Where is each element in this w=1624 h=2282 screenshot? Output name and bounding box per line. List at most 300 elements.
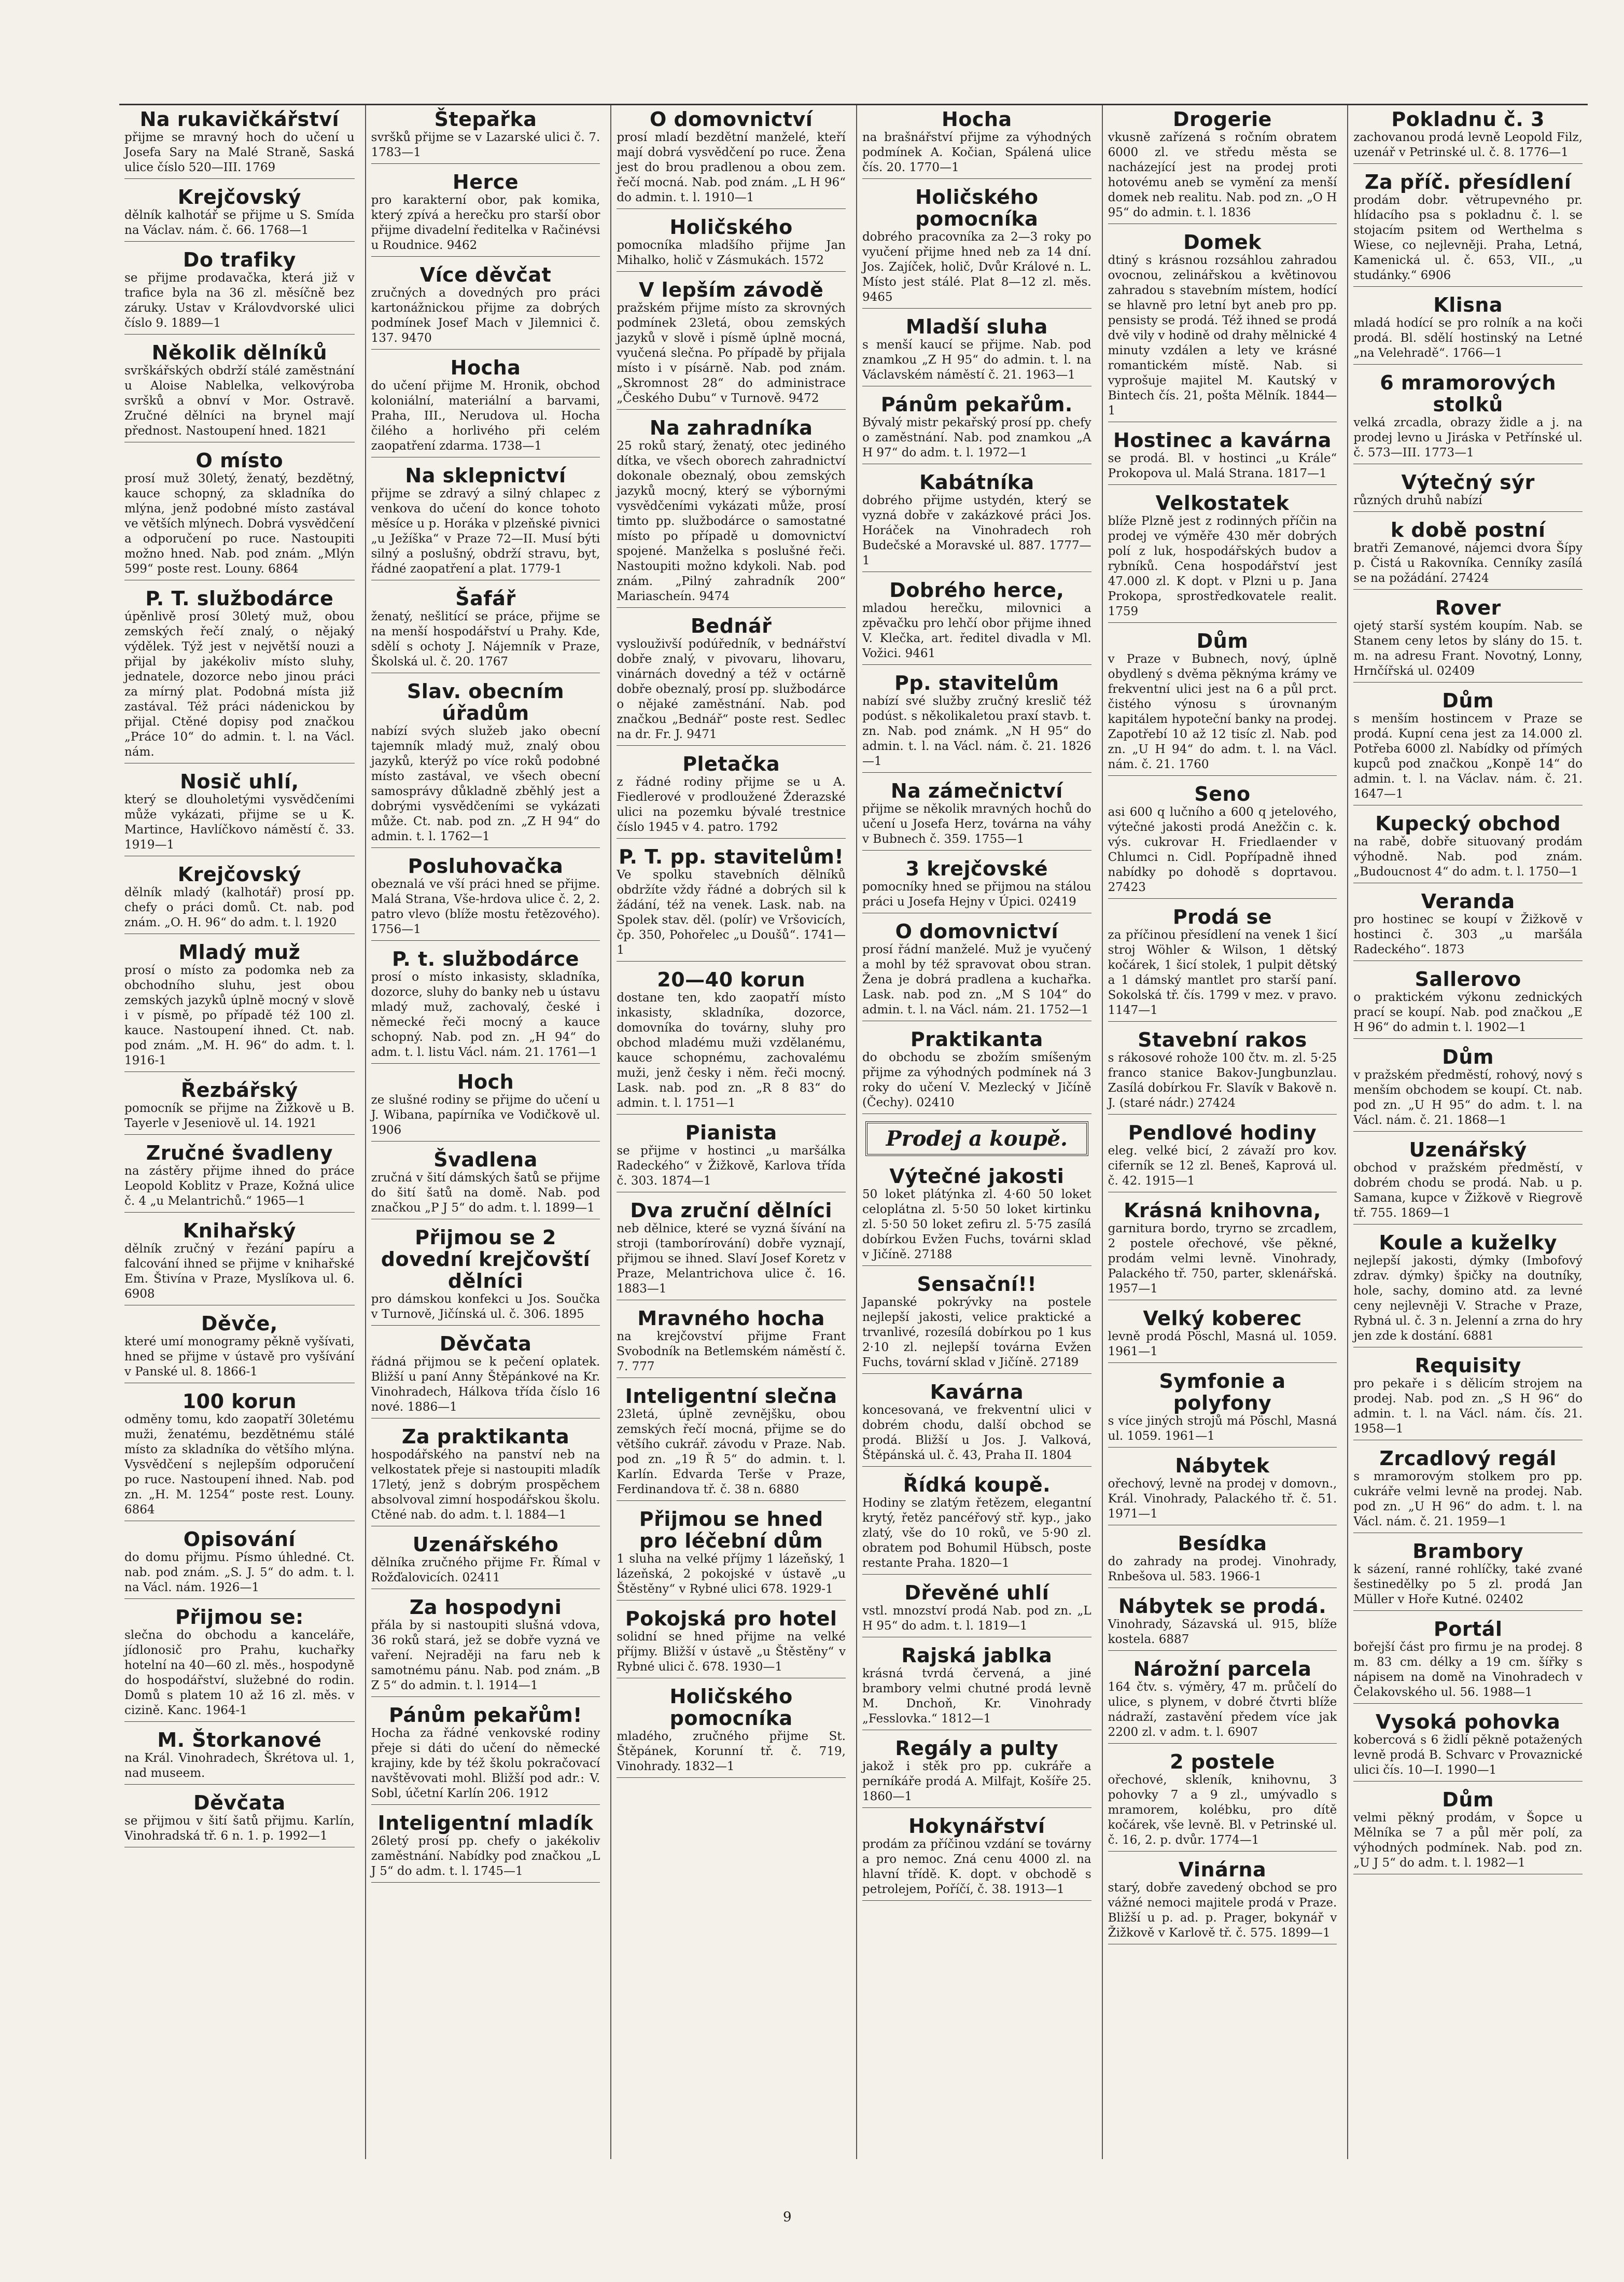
ad-body: neb dělnice, které se vyzná šívání na stroji (tamborírování) dobře vyznají, přijmou se ihned. Slaví Josef Koretz v Praze, Melantrichova ulice č. 16. 1883—1 [617,1222,846,1296]
classified-ad [617,108,846,209]
ad-title: Více děvčat [419,263,552,286]
ad-body: se přijme v hostinci „u maršálka Radeckého“ v Žižkově, Karlova třída č. 303. 1874—1 [617,1144,846,1188]
ad-title: Krejčovský [177,186,301,208]
classified-ad [124,1390,355,1521]
ad-title: Krejčovský [177,863,301,886]
ad-body: jakož i stěk pro pp. cukráře a perníkáře prodá A. Milfajt, Košíře 25. 1860—1 [862,1760,1091,1803]
ad-title: Uzenářský [1409,1138,1527,1161]
ad-body: vkusně zařízená s ročním obratem 6000 zl. ve středu města se nacházející jest na prodej proti hotovému aneb se vymění za menší domek neb realitu. Nab. pod zn. „O H 95“ do admin. t. l. 1836 [1108,131,1337,219]
ad-title: P. T. pp. stavitelům! [619,845,844,868]
ad-body: v pražském předměstí, rohový, nový s menším obchodem se koupí. Ct. nab. pod zn. „U H 95“ do adm. t. l. na Václ. nám. č. 21. 1868—1 [1353,1068,1583,1127]
ad-title: Na zahradníka [649,416,813,439]
classified-ad [371,465,600,580]
ad-title: Prodá se [1172,906,1272,928]
ad-title: Nábytek [1175,1454,1270,1477]
classified-ad [862,858,1091,913]
classified-ad [1108,1200,1337,1300]
ad-title: Pianista [685,1121,777,1144]
classified-ad [1353,1046,1583,1132]
ad-title: Kabátníka [919,471,1034,494]
ad-title: Hocha [942,108,1012,131]
ad-body: který se dlouholetými vysvědčeními může vykázati, přijme se u K. Martince, Havlíčkovo náměstí č. 33. 1919—1 [124,793,355,852]
classified-ad [1108,630,1337,776]
ad-title: Sallerovo [1415,968,1521,991]
ad-body: se prodá. Bl. v hostinci „u Krále“ Prokopova ul. Malá Strana. 1817—1 [1108,452,1337,480]
classified-ad [1108,1595,1337,1651]
ad-body: bratři Zemanové, nájemci dvora Šípy p. Čistá u Rakovníka. Cenníky zasílá se na požádání. 27424 [1353,541,1583,585]
ad-title: Pendlové hodiny [1128,1121,1317,1144]
ad-body: levně prodá Pöschl, Masná ul. 1059. 1961—1 [1108,1330,1337,1358]
ad-title: Koule a kuželky [1379,1231,1557,1254]
classified-ad [862,1815,1091,1901]
classified-ad [1353,597,1583,683]
ad-body: se přijme prodavačka, která již v trafice byla na 36 zl. měsíčně bez záruky. Ustav v Královdvorské ulici číslo 9. 1889—1 [124,271,355,330]
classified-ad [1108,1122,1337,1192]
ad-title: Výtečné jakosti [889,1165,1065,1188]
ad-body: se přijmou v šití šatů přijmu. Karlín, Vinohradská tř. 6 n. 1. p. 1992—1 [124,1814,355,1843]
classified-ad [371,1333,600,1418]
classified-ad [124,1606,355,1722]
ad-title: Do trafiky [183,248,296,271]
ad-title: Zručné švadleny [146,1142,333,1164]
ad-title: Mravného hocha [637,1307,825,1330]
classified-ad [1108,492,1337,623]
ad-body: různých druhů nabízí [1353,494,1482,507]
ad-body: Hocha za řádné venkovské rodiny přeje si dáti do učení do německé krajiny, kde by též školu pokračovací navštěvovati mohl. Bližší pod adr.: V. Sobl, účetní Karlín 206. 1912 [371,1727,600,1800]
ad-title: Holičského pomocníka [669,1685,793,1730]
ad-title: Několik dělníků [151,341,328,364]
classified-ad [371,588,600,673]
ad-body: 50 loket plátýnka zl. 4·60 50 loket celoplátna zl. 5·50 50 loket kirtinku zl. 5·50 50 loket zefiru zl. 5·75 zasílá dobírkou Evžen Fuchs, továrni sklad v Jičíně. 27188 [862,1188,1091,1261]
ad-body: které umí monogramy pěkně vyšívati, hned se přijme v ústavě pro vyšívání v Panské ul. 8. 1866-1 [124,1335,355,1379]
classified-ad [371,1596,600,1697]
ad-title: Brambory [1412,1540,1524,1563]
ad-title: Pánům pekařům. [880,393,1073,416]
classified-ad [124,342,355,442]
ad-title: Pokladnu č. 3 [1391,108,1545,131]
classified-ad [124,1528,355,1599]
column-2 [365,105,606,2159]
ad-body: kobercová s 6 židlí pěkně potažených levně prodá B. Schvarc v Provaznické ulici čís. 10—I. 1990—1 [1353,1733,1583,1777]
ad-title: Dům [1442,689,1494,712]
classified-ad [1353,1232,1583,1347]
ad-body: obchod v pražském předměstí, v dobrém chodu se prodá. Nab. u p. Samana, kupce v Žižkově v Riegrově tř. 755. 1869—1 [1353,1161,1583,1220]
classified-ad [1353,519,1583,590]
ad-body: dělník mladý (kalhotář) prosí pp. chefy o práci domů. Ct. nab. pod znám. „O. H. 96“ do adm. t. l. 1920 [124,886,355,929]
classified-ad [371,357,600,457]
ad-body: prodám dobr. větrupevného pr. hlídacího psa s pokladnu č. l. se stojacím psitem od Werthelma s Wiese, co nejlevněji. Praha, Letná, Kamenická ul. č. 653, VII., „u studánky.“ 6906 [1353,193,1583,282]
ad-title: Výtečný sýr [1401,471,1535,494]
ad-title: Hokynářství [908,1815,1045,1838]
ad-body: s rákosové rohože 100 čtv. m. zl. 5·25 franco stanice Bakov-Jungbunzlau. Zasílá dobírkou Fr. Slavík v Bakově n. J. (staré nádr.) 27424 [1108,1051,1337,1110]
ad-title: Sensační!! [917,1273,1037,1296]
ad-body: mladého, zručného přijme St. Štěpánek, Korunní tř. č. 719, Vinohrady. 1832—1 [617,1730,846,1773]
ad-body: pro dámskou konfekci u Jos. Součka v Turnově, Jičínská ul. č. 306. 1895 [371,1292,600,1321]
ad-body: do obchodu se zbožím smíšeným přijme za výhodných podmínek ná 3 roky do učení V. Mezlecký v Jičíně (Čechy). 02410 [862,1051,1091,1109]
ad-title: Nábytek se prodá. [1118,1595,1327,1618]
ad-title: Vinárna [1178,1858,1267,1881]
ad-title: Děvče, [201,1312,278,1335]
ad-title: Velkostatek [1155,492,1290,514]
classified-ad [862,1165,1091,1266]
ad-title: Pokojská pro hotel [625,1607,837,1630]
column-4 [856,105,1097,2159]
ad-body: pro hostinec se koupí v Žižkově v hostinci č. 303 „u maršála Radeckého“. 1873 [1353,913,1583,956]
ad-title: Domek [1183,231,1262,254]
ad-body: dostane ten, kdo zaopatří místo inkasisty, skladníka, dozorce, domovníka do továrny, sluhy pro obchod mladému muži vzdělanému, kauce schopnému, zachovalému muži, jenž česky i něm. řeči mocný. Lask. nab. pod zn. „R 8 83“ do admin. t. l. 1751—1 [617,991,846,1110]
ad-body: přijme se několik mravných hochů do učení u Josefa Herz, továrna na váhy v Bubnech č. 359. 1755—1 [862,802,1091,846]
classified-ad [862,780,1091,851]
ad-body: vstl. mnozství prodá Nab. pod zn. „L H 95“ do adm. t. l. 1819—1 [862,1604,1091,1633]
classified-ad [371,680,600,848]
ad-title: Na rukavičkářství [139,108,340,131]
ad-title: Dobrého herce, [889,579,1065,602]
ad-title: Dům [1442,1046,1494,1068]
ad-body: starý, dobře zavedený obchod se pro vážné nemoci majitele prodá v Praze. Bližší u p. ad. p. Prager, bokynář v Žižkově v Karlově tř. č. 575. 1899—1 [1108,1881,1337,1940]
classified-ad [1108,1029,1337,1115]
ad-body: ořechový, levně na prodej v domovn., Král. Vinohrady, Palackého tř. č. 51. 1971—1 [1108,1477,1337,1521]
ad-body: o praktickém výkonu zednických prací se koupí. Nab. pod značkou „E H 96“ do admin t. l. 1902—1 [1353,991,1583,1034]
ad-body: dělníka zručného přijme Fr. Římal v Rožďalovicích. 02411 [371,1556,600,1584]
classified-ad [1353,471,1583,512]
ad-body: pomocníka mladšího přijme Jan Mihalko, holič v Zásmukách. 1572 [617,239,846,267]
classified-ad [617,1122,846,1192]
ad-body: solidní se hned přijme na velké příjmy. Bližší v ústavě „u Štěstěny“ v Rybné ulici č. 678. 1930—1 [617,1630,846,1674]
ad-body: prodám za příčinou vzdání se továrny a pro nemoc. Zná cenu 4000 zl. na hlavní třídě. K. dopt. v obchodě s petrolejem, Poříčí, č. 38. 1913—1 [862,1838,1091,1896]
ad-title: Pletačka [682,753,780,775]
classified-ad [1353,690,1583,805]
ad-title: Herce [452,171,519,193]
ad-body: na Král. Vinohradech, Škrétova ul. 1, nad museem. [124,1751,355,1780]
column-5 [1102,105,1342,2159]
ad-title: Uzenářského [412,1533,559,1556]
classified-ad [1353,1139,1583,1225]
ad-body: ze slušné rodiny se přijme do učení u J. Wibana, papírníka ve Vodičkově ul. 1906 [371,1093,600,1137]
ad-body: prosí o místo inkasisty, skladníka, dozorce, sluhy do banky neb u ústavu mladý muž, zachovalý, české i německé řeči mocný a kauce schopný. Nab. pod zn. „H 94“ do adm. t. l. listu Václ. nám. 21. 1761—1 [371,970,600,1059]
ad-body: 164 čtv. s. výměry, 47 m. průčelí do ulice, s plynem, v dobré čtvrti blíže nádraží, zastavění předem více jak 2200 zl. v adm. t. l. 6907 [1108,1680,1337,1739]
ad-title: k době postní [1390,519,1546,541]
classified-ad [617,969,846,1115]
ad-title: Nárožní parcela [1133,1658,1312,1680]
ad-title: Kupecký obchod [1375,812,1561,835]
classified-ad [1353,813,1583,883]
ad-body: zručných a dovedných pro práci kartonážnickou přijme za dobrých podmínek Josef Mach v Jilemnici č. 137. 9470 [371,286,600,345]
ad-body: prosí mladí bezdětní manželé, kteří mají dobrá vysvědčení po ruce. Žena jest do brou pradlenou a obou zem. řečí mocná. Nab. pod znám. „L H 96“ do admin. t. l. 1910—1 [617,131,846,204]
section-heading: Prodej a koupě. [865,1121,1088,1156]
classified-ad [1108,1370,1337,1448]
ad-title: M. Štorkanové [157,1729,322,1751]
ad-body: krásná tvrdá červená, a jiné brambory velmi chutné prodá levně M. Dnchoň, Kr. Vinohrady „Fesslovka.“ 1812—1 [862,1667,1091,1726]
ad-title: Přijmou se hned pro léčební dům [639,1508,823,1552]
classified-ad [617,279,846,410]
ad-title: Drogerie [1173,108,1272,131]
ad-title: Veranda [1421,890,1515,913]
classified-ad [617,1200,846,1300]
ad-body: eleg. velké bicí, 2 závaží pro kov. ciferník se 12 zl. Beneš, Kaprová ul. č. 42. 1915—1 [1108,1144,1337,1188]
classified-ad [1108,1455,1337,1525]
ad-body: k sázení, ranné rohlíčky, také zvané šestinedělky po 5 zl. prodá Jan Müller v Hoře Kutné. 02402 [1353,1563,1583,1606]
classified-ad [1108,108,1337,224]
ad-body: asi 600 q lučního a 600 q jetelového, výtečné jakosti prodá Anežčin c. k. výs. cukrovar H. Friedlaender v Chlumci n. Cidl. Popřípadně ihned nabídky po dohodě s doprtavou. 27423 [1108,805,1337,894]
classified-columns [119,104,1588,2159]
ad-body: pomocníky hned se přijmou na stálou práci u Josefa Hejny v Úpici. 02419 [862,880,1091,909]
ad-title: Přijmou se 2 dovední krejčovští dělníci [381,1226,591,1292]
ad-body: řádná přijmou se k pečení oplatek. Bližší u paní Anny Štěpánkové na Kr. Vinohradech, Hálkova třída číslo 16 nové. 1886—1 [371,1355,600,1414]
ad-body: koncesovaná, ve frekventní ulici v dobrém chodu, další obchod se prodá. Bližší u Jos. J. Valková, Štěpánská ul. č. 43, Praha II. 1804 [862,1403,1091,1462]
classified-ad [862,1582,1091,1637]
ad-title: Štepařka [434,108,537,131]
classified-ad [371,1071,600,1142]
ad-body: Japanské pokrývky na postele nejlepší jakosti, velice praktické a trvanlivé, rozesílá dobírkou po 1 kus 2·10 zl. nejlepší továrna Evžen Fuchs, tovární sklad v Jičíně. 27189 [862,1296,1091,1369]
ad-body: pomocník se přijme na Žižkově u B. Tayerle v Jeseniově ul. 14. 1921 [124,1102,355,1130]
classified-ad [862,316,1091,386]
ad-title: Švadlena [433,1148,538,1171]
classified-ad [617,417,846,608]
ad-body: do domu přijmu. Písmo úhledné. Ct. nab. pod znám. „S. J. 5“ do adm. t. l. na Václ. nám. 1926—1 [124,1551,355,1594]
ad-body: dělník kalhotář se přijme u S. Smída na Václav. nám. č. 66. 1768—1 [124,208,355,237]
classified-ad [862,1645,1091,1730]
classified-ad [124,588,355,763]
ad-title: Krásná knihovna, [1124,1199,1321,1222]
ad-body: mladou herečku, milovnici a zpěvačku pro lehčí obor přijme ihned V. Klečka, art. ředitel divadla v Ml. Vožici. 9461 [862,602,1091,660]
ad-title: Opisování [183,1528,296,1551]
ad-body: Ve spolku stavebních dělníků obdržíte vždy řádné a dobrých sil k žádání, též na venek. Lask. nab. na Spolek stav. děl. (polír) ve Vršovicích, čp. 350, Pohořelec „u Doušů“. 1741—1 [617,868,846,957]
classified-ad [862,672,1091,773]
ad-body: ojetý starší systém koupím. Nab. se Stanem ceny letos by slány do 15. t. m. na adresu Frant. Novotný, Lonny, Hrnčířská ul. 02409 [1353,619,1583,678]
ad-title: Hostinec a kavárna [1113,429,1332,452]
ad-title: Mladý muž [178,941,301,964]
ad-title: Regály a pulty [895,1737,1059,1760]
ad-title: 3 krejčovské [905,857,1048,880]
classified-ad [617,1385,846,1501]
classified-ad [371,108,600,164]
ad-body: Bývalý mistr pekařský prosí pp. chefy o zaměstnání. Nab. pod znamkou „A H 97“ do adm. t. l. 1972—1 [862,416,1091,460]
ad-title: Pánům pekařům! [388,1704,582,1727]
ad-body: na zástěry přijme ihned do práce Leopold Koblitz v Praze, Kožná ulice č. 4 „u Melantrichů.“ 1965—1 [124,1164,355,1208]
ad-body: Vinohrady, Sázavská ul. 915, blíže kostela. 6887 [1108,1618,1337,1646]
classified-ad [124,450,355,580]
ad-title: Řezbářský [180,1079,298,1102]
ad-body: dobrého přijme ustydén, který se vyzná dobře v zakázkové práci Jos. Horáček na Vinohradech roh Budečské a Moravské ul. 887. 1777—1 [862,494,1091,567]
ad-body: nabízí svých služeb jako obecní tajemník mladý muž, znalý obou jazyků, kterýž po více roků podobné místo zastával, ve všech obecní samosprávy důkladně zběhlý jest a dobrými vysvědčeními se vykázati může. Ct. nab. pod zn. „Z H 94“ do admin. t. l. 1762—1 [371,725,600,843]
ad-body: pražském přijme místo za skrovných podmínek 23letá, obou zemských jazyků v slově i písmě úplně mocná, vyučená slečna. Po případě by přijala místo i v písárně. Nab. pod znám. „Skromnost 28“ do administrace „Českého Dubu“ v Turnově. 9472 [617,301,846,405]
ad-body: mladá hodící se pro rolník a na koči prodá. Bl. sdělí hostinský na Letné „na Velehradě“. 1766—1 [1353,316,1583,360]
ad-title: Hoch [457,1070,514,1093]
ad-title: O domovnictví [649,108,813,131]
ad-title: 6 mramorových stolků [1380,371,1557,416]
ad-body: úpěnlivě prosí 30letý muž, obou zemských řečí znalý, o nějaký výdělek. Týž jest v největší nouzi a přijal by jakékoliv místo sluhy, jednatele, dozorce nebo jinou práci za mírný plat. Podobná místa již zastával. Též práci nádenickou by přijal. Ctěné dopisy pod značkou „Práce 10“ do admin. t. l. na Václ. nám. [124,610,355,759]
ad-title: Dům [1196,630,1249,652]
classified-ad [124,771,355,856]
classified-ad [1108,1307,1337,1363]
column-3 [610,105,851,2159]
ad-body: pro pekaře i s dělicím strojem na prodej. Nab. pod zn. „S H 96“ do admin. t. l. na Václ. nám. čís. 21. 1958—1 [1353,1377,1583,1436]
classified-ad [617,1508,846,1601]
ad-body: 1 sluha na velké příjmy 1 lázeňský, 1 lázeňská, 2 pokojské v ústavě „u Štěstěny“ v Rybné ulici 678. 1929-1 [617,1552,846,1596]
ad-body: do učení přijme M. Hronik, obchod koloniální, materiální a barvami, Praha, III., Nerudova ul. Hocha čilého a horlivého při celém zaopatření zdarma. 1738—1 [371,379,600,453]
classified-ad [371,855,600,941]
ad-body: 25 roků starý, ženatý, otec jediného dítka, ve všech oborech zahradnictví dokonale obeznalý, obou zemských jazyků mocný, který se výbornými vysvědčeními vykázati může, prosí timto pp. službodárce o samostatné místo po případě u domovnictví spojené. Manželka s poslušné řeči. Nastoupiti možno kdykoli. Nab. pod znám. „Pilný zahradník 200“ Mariascheín. 9474 [617,439,846,603]
ad-title: Na sklepnictví [405,464,566,487]
ad-body: ženatý, nešlitící se práce, přijme se na menší hospodářství u Prahy. Kde, sdělí s ochoty J. Nájemník v Praze, Školská ul. č. 20. 1767 [371,610,600,669]
classified-ad [862,1028,1091,1114]
ad-body: s menším hostincem v Praze se prodá. Kupní cena jest za 14.000 zl. Potřeba 6000 zl. Nabídky od přímých kupců pod značkou „Konpě 14“ do admin. t. l. na Václav. nám. č. 21. 1647—1 [1353,712,1583,801]
ad-title: Za příč. přesídlení [1364,171,1572,193]
classified-ad [1353,1789,1583,1874]
classified-ad [1353,968,1583,1039]
classified-ad [124,864,355,934]
ad-title: Klisna [1433,294,1503,316]
ad-body: dobrého pracovníka za 2—3 roky po vyučení přijme hned neb za 14 dní. Jos. Zajíček, holič, Dvůr Králové n. L. Místo jest stálé. Plat 8—12 zl. měs. 9465 [862,230,1091,304]
classified-ad [1108,1533,1337,1588]
ad-title: Nosič uhlí, [180,770,299,793]
ad-title: Holičského [669,216,793,239]
classified-ad [371,171,600,257]
classified-ad [862,1381,1091,1467]
ad-body: velmi pěkný prodám, v Šopce u Mělníka se 7 a půl měr polí, za výhodných podmínek. Nab. pod zn. „U J 5“ do adm. t. l. 1982—1 [1353,1811,1583,1870]
classified-ad [1108,1859,1337,1944]
ad-body: blíže Plzně jest z rodinných příčin na prodej ve výměře 430 měr dobrých polí z luk, hospodářských budov a rybníků. Cena hospodářství jest 47.000 zl. K dopt. v Plzni u p. Jana Prokopa, sprostředkovatele realit. 1759 [1108,514,1337,618]
ad-title: Inteligentní mladík [377,1812,594,1834]
ad-title: Dva zruční dělníci [630,1199,832,1222]
ad-body: vyslouživší podúředník, v bednářství dobře znalý, v pivovaru, lihovaru, vinárnách dovedný a též v octárně dobře obeznalý, prosí pp. službodárce o nějaké zaměstnání. Nab. pod značkou „Bednář“ poste rest. Sedlec na dr. Fr. J. 9471 [617,637,846,741]
ad-body: svršků přijme se v Lazarské ulici č. 7. 1783—1 [371,131,600,159]
ad-title: Holičského pomocníka [915,186,1039,230]
classified-ad [1353,1448,1583,1533]
classified-ad [1108,429,1337,485]
ad-body: v Praze v Bubnech, nový, úplně obydlený s dvěma pěknýma krámy ve frekventní ulici jest na 6 a půl prct. čistého výnosu s úrovnaným kapitálem hypoteční banky na prodej. Zapotřebí 10 až 12 tisíc zl. Nab. pod zn. „U H 94“ do adm. t. l. na Václ. nám. č. 21. 1760 [1108,652,1337,771]
ad-title: Besídka [1178,1532,1267,1555]
classified-ad [371,1812,600,1883]
classified-ad [1353,108,1583,164]
ad-title: Velký koberec [1143,1307,1302,1330]
classified-ad [862,1273,1091,1374]
classified-ad [1108,906,1337,1022]
ad-title: Za praktikanta [401,1425,570,1448]
ad-title: Symfonie a polyfony [1159,1370,1286,1414]
classified-ad [124,941,355,1072]
ad-title: Dům [1442,1788,1494,1811]
ad-body: velká zrcadla, obrazy židle a j. na prodej levno u Jiráska v Petřínské ul. č. 573—III. 1773—1 [1353,416,1583,460]
classified-ad [862,1474,1091,1575]
ad-title: Zrcadlový regál [1379,1447,1557,1470]
classified-ad [124,1220,355,1305]
ad-title: Portál [1433,1618,1503,1640]
ad-body: svrškářských obdrží stálé zaměstnání u Aloise Nablelka, velkovýroba svršků a obnví v Mor. Ostravě. Zručné dělníci na brynel mají přednost. Nastoupení hned. 1821 [124,364,355,438]
classified-ad [124,249,355,335]
ad-title: Bednář [690,615,772,637]
ad-body: Hodiny se zlatým řetězem, elegantní krytý, řetěz pancéřový stř. kyp., jako zlatý, vše do 10 roků, ve 5·90 zl. obratem pod Bohumil Hübsch, poste restante Praha. 1820—1 [862,1496,1091,1570]
classified-ad [371,1534,600,1589]
ad-body: bořejší část pro firmu je na prodej. 8 m. 83 cm. délky a 19 cm. šířky s nápisem na domě na Vinohradech v Čelakovského ul. 56. 1988—1 [1353,1640,1583,1699]
ad-title: O domovnictví [895,920,1059,943]
ad-body: s více jiných strojů má Pöschl, Masná ul. 1059. 1961—1 [1108,1414,1337,1443]
classified-ad [862,1737,1091,1808]
ad-title: Requisity [1415,1354,1521,1377]
ad-title: Rover [1435,596,1501,619]
classified-ad [1353,890,1583,961]
classified-ad [1353,372,1583,464]
classified-ad [1353,171,1583,287]
ad-title: 100 korun [182,1390,297,1413]
classified-ad [862,394,1091,464]
classified-ad [862,108,1091,179]
ad-body: přijme se zdravý a silný chlapec z venkova do učení do konce tohoto měsíce u p. Horáka v plzeňské pivnici „u Ježíška“ v Praze 72—II. Musí býti silný a poslušný, obdrží stravu, byt, řádné zaopatření a plat. 1779-1 [371,487,600,576]
column-1 [119,105,360,2159]
ad-title: Kavárna [930,1381,1024,1403]
classified-ad [1108,783,1337,899]
classified-ad [862,921,1091,1021]
ad-title: Dřevěné uhlí [904,1581,1049,1604]
classified-ad [1353,1540,1583,1611]
classified-ad [124,1079,355,1135]
ad-title: Za hospodyni [409,1596,562,1619]
ad-body: prosí o místo za podomka neb za obchodního sluhu, jest obou zemských jazyků úplně mocný v slově i v písmě, po případě též 100 zl. kauce. Nastoupení ihned. Ct. nab. pod znám. „M. H. 96“ do adm. t. l. 1916-1 [124,964,355,1067]
ad-body: na rabě, dobře situovaný prodám výhodně. Nab. pod znám. „Budoucnost 4“ do adm. t. l. 1750—1 [1353,835,1583,879]
ad-title: Seno [1194,783,1251,805]
ad-title: 2 postele [1170,1750,1275,1773]
ad-body: pro karakterní obor, pak komika, který zpívá a herečku pro starší obor přijme divadelní ředitelka v Račinévsi u Roudnice. 9462 [371,193,600,252]
classified-ad [124,108,355,179]
ad-body: slečna do obchodu a kanceláře, jídlonosič pro Prahu, kuchařky hotelní na 40—60 zl. měs., hospodyně do hospodářství, služebné do rodin. Domů s platem 10 až 16 zl. měs. v cizině. Kanc. 1964-1 [124,1629,355,1717]
ad-body: zručná v šití dámských šatů se přijme do šití šatů na domě. Nab. pod značkou „P J 5“ do adm. t. l. 1899—1 [371,1171,600,1215]
ad-title: 20—40 korun [657,968,805,991]
ad-body: garnitura bordo, tryrno se zrcadlem, 2 postele ořechové, vše pěkné, prodám velmi levně. Vinohrady, Palackého tř. 750, parter, sklenářská. 1957—1 [1108,1222,1337,1296]
ad-title: Vysoká pohovka [1376,1710,1561,1733]
classified-ad [617,753,846,839]
classified-ad [1353,1355,1583,1440]
ad-title: P. T. službodárce [145,587,334,610]
ad-body: obeznalá ve vší práci hned se přijme. Malá Strana, Vše-hrdova ulice č. 2, 2. patro vlevo (blíže mostu řetězového). 1756—1 [371,878,600,936]
ad-body: zachovanou prodá levně Leopold Filz, uzenář v Petrinské ul. č. 8. 1776—1 [1353,131,1583,159]
ad-title: Mladší sluha [905,315,1048,338]
ad-title: Pp. stavitelům [894,672,1059,694]
ad-title: Stavební rakos [1138,1028,1307,1051]
ad-body: nejlepší jakosti, dýmky (Imbofový zdrav. dýmky) špičky na doutníky, hole, sachy, domino atd. za levné ceny nejlevněji V. Strache v Praze, Rybná ul. č. 3 n. Jelenní a zrna do hry jen zde k dostání. 6881 [1353,1254,1583,1343]
ad-title: Hocha [450,356,521,379]
ad-title: Knihařský [183,1219,296,1242]
ad-title: V lepším závodě [639,279,824,301]
ad-body: hospodářského na panství neb na velkostatek přeje si nastoupiti mladík 17letý, jenž s dobrým prospěchem absolvoval zimní hospodářskou školu. Ctěné nab. do adm. t. l. 1884—1 [371,1448,600,1522]
ad-body: dtiný s krásnou rozsáhlou zahradou ovocnou, zelinářskou a květinovou zahradou s stavebním místem, hodící se hlavně pro letní byt aneb pro pp. pensisty se prodá. Též ihned se prodá dvě vily v hodině od drahy mělnické 4 minuty vzdálen a lety ve krásné romantickém místě. Nab. si vyprošuje majitel M. Kautský v Bintech čís. 21, pošta Mělník. 1844—1 [1108,254,1337,418]
column-6 [1347,105,1588,2159]
classified-ad [617,846,846,962]
classified-ad [862,471,1091,572]
ad-body: přála by si nastoupiti slušná vdova, 36 roků stará, jež se dobře vyzná ve vaření. Nejraději na faru neb k samotnému pánu. Nab. pod znám. „B Z 5“ do admin. t. l. 1914—1 [371,1619,600,1692]
ad-title: P. t. službodárce [392,948,579,970]
classified-ad [371,1227,600,1326]
ad-title: Rajská jablka [901,1644,1053,1667]
ad-body: přijme se mravný hoch do učení u Josefa Sary na Malé Straně, Saská ulice číslo 520—III. 1769 [124,131,355,174]
classified-ad [124,1729,355,1785]
classified-ad [862,579,1091,665]
classified-ad [617,1307,846,1378]
ad-body: 26letý prosí pp. chefy o jakékoliv zaměstnání. Nabídky pod značkou „L J 5“ do adm. t. l. 1745—1 [371,1834,600,1878]
ad-title: Slav. obecním úřadům [407,680,565,725]
ad-body: ořechové, skleník, knihovnu, 3 pohovky 7 a 9 zl., umývadlo s mramorem, kolébku, pro dítě kočárek, vše levně. Bl. v Petrinské ul. č. 16, 2. p. dvůr. 1774—1 [1108,1773,1337,1847]
classified-ad [1353,294,1583,365]
classified-ad [371,1704,600,1805]
ad-body: z řádné rodiny přijme se u A. Fiedlerové v prodloužené Žderazské ulici na pozemku bývalé trestnice číslo 1945 v 4. patro. 1792 [617,775,846,834]
ad-title: Řídká koupě. [903,1473,1051,1496]
classified-ad [371,264,600,350]
ad-body: na brašnářství přijme za výhodných podmínek A. Kočian, Spálená ulice čís. 20. 1770—1 [862,131,1091,174]
ad-body: nabízí své služby zručný kreslič též podúst. s několikaletou praxí stavb. t. zn. Nab. pod známk. „N H 95“ do admin. t. l. na Václ. nám. č. 21. 1826—1 [862,694,1091,768]
ad-title: Přijmou se: [175,1606,304,1629]
classified-ad [617,615,846,746]
classified-ad [124,1313,355,1383]
ad-title: Praktikanta [910,1028,1043,1051]
